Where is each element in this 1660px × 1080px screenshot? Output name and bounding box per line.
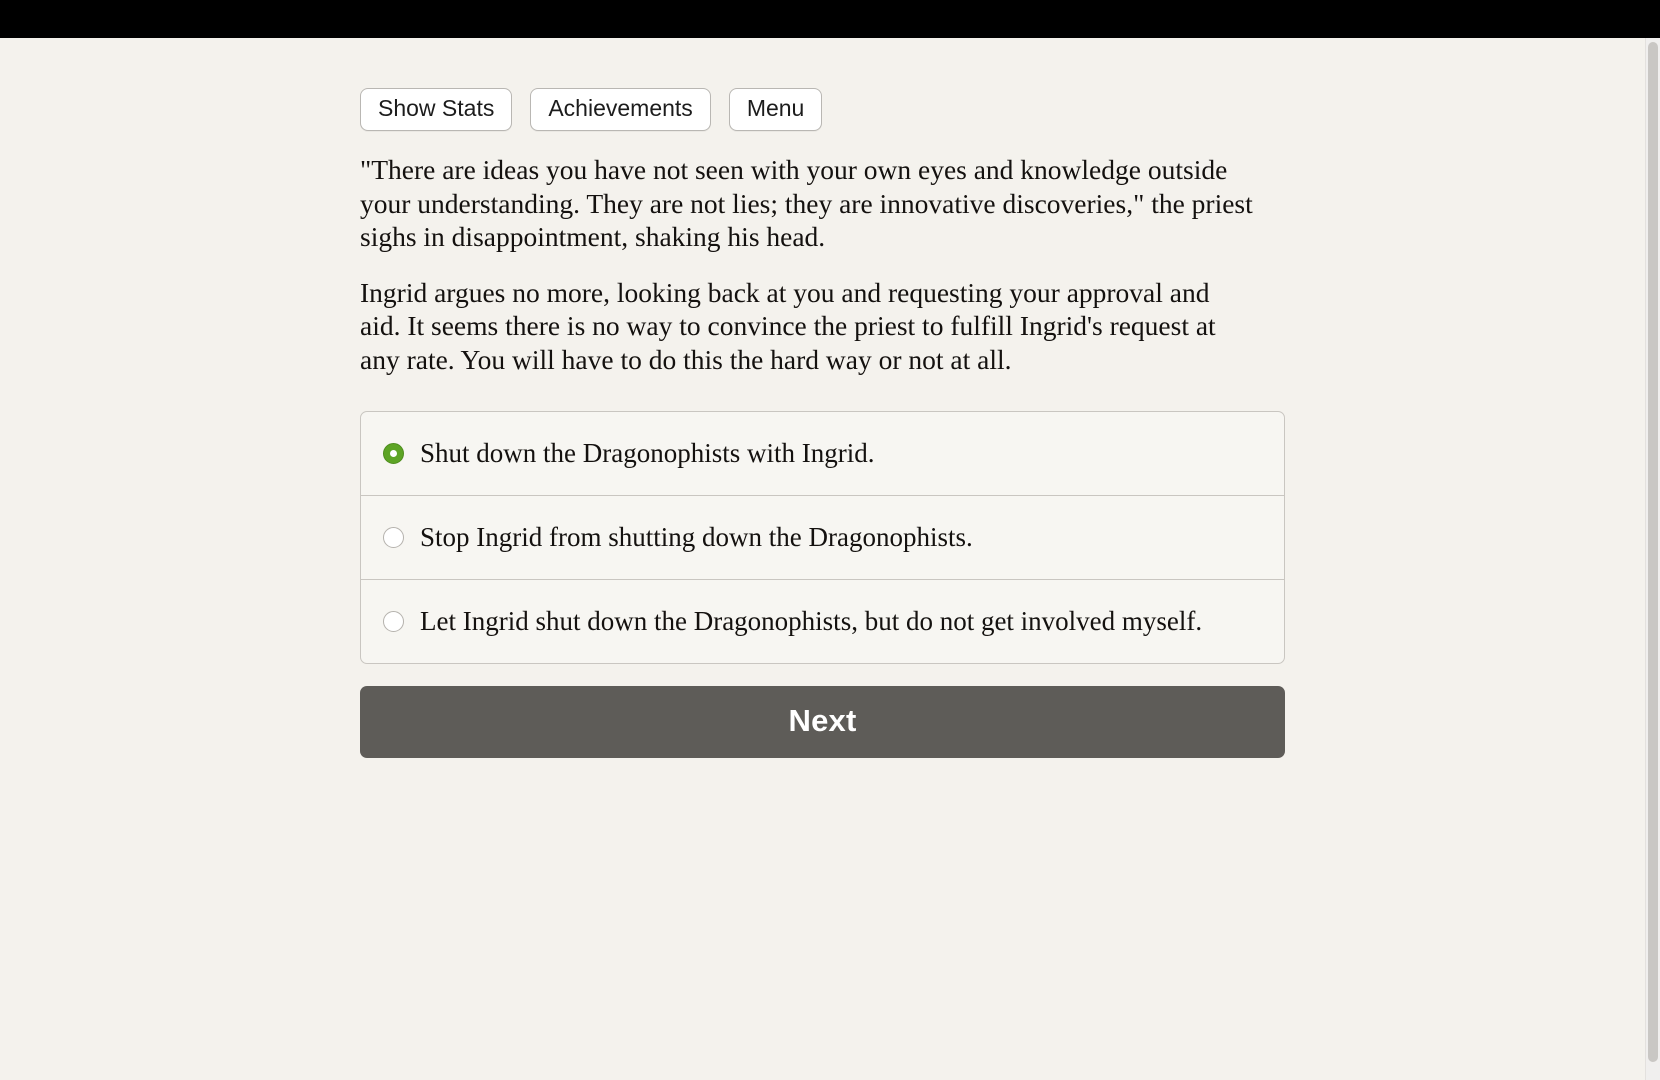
page-scrollbar-thumb[interactable] [1648, 42, 1658, 1062]
story-paragraph: "There are ideas you have not seen with your own eyes and knowledge outside your understanding. They are not lies; they are innovative discoveries," the priest sighs in disappointment, shaking his head. [360, 154, 1253, 253]
next-button[interactable]: Next [360, 686, 1285, 758]
choice-label: Shut down the Dragonophists with Ingrid. [420, 437, 875, 468]
menu-button[interactable]: Menu [729, 88, 823, 131]
page-scrollbar[interactable] [1645, 38, 1660, 1080]
choice-option-3[interactable] [361, 580, 1284, 663]
choice-option-2[interactable] [361, 496, 1284, 580]
game-toolbar [360, 88, 1285, 131]
game-content [360, 88, 1285, 758]
story-paragraph: Ingrid argues no more, looking back at you and requesting your approval and aid. It seems there is no way to convince the priest to fulfill Ingrid's request at any rate. You will have to do this the hard way or not at all. [360, 276, 1216, 376]
achievements-button[interactable]: Achievements [530, 88, 710, 131]
choice-list [360, 411, 1285, 664]
choice-label: Let Ingrid shut down the Dragonophists, but do not get involved myself. [420, 605, 1203, 636]
radio-icon[interactable] [383, 611, 404, 632]
radio-icon-selected[interactable] [383, 443, 404, 464]
radio-icon[interactable] [383, 527, 404, 548]
game-page [0, 38, 1645, 1080]
choice-option-1[interactable] [361, 412, 1284, 496]
choice-label: Stop Ingrid from shutting down the Dragonophists. [420, 521, 973, 552]
browser-chrome-bar [0, 0, 1660, 38]
show-stats-button[interactable]: Show Stats [360, 88, 512, 131]
